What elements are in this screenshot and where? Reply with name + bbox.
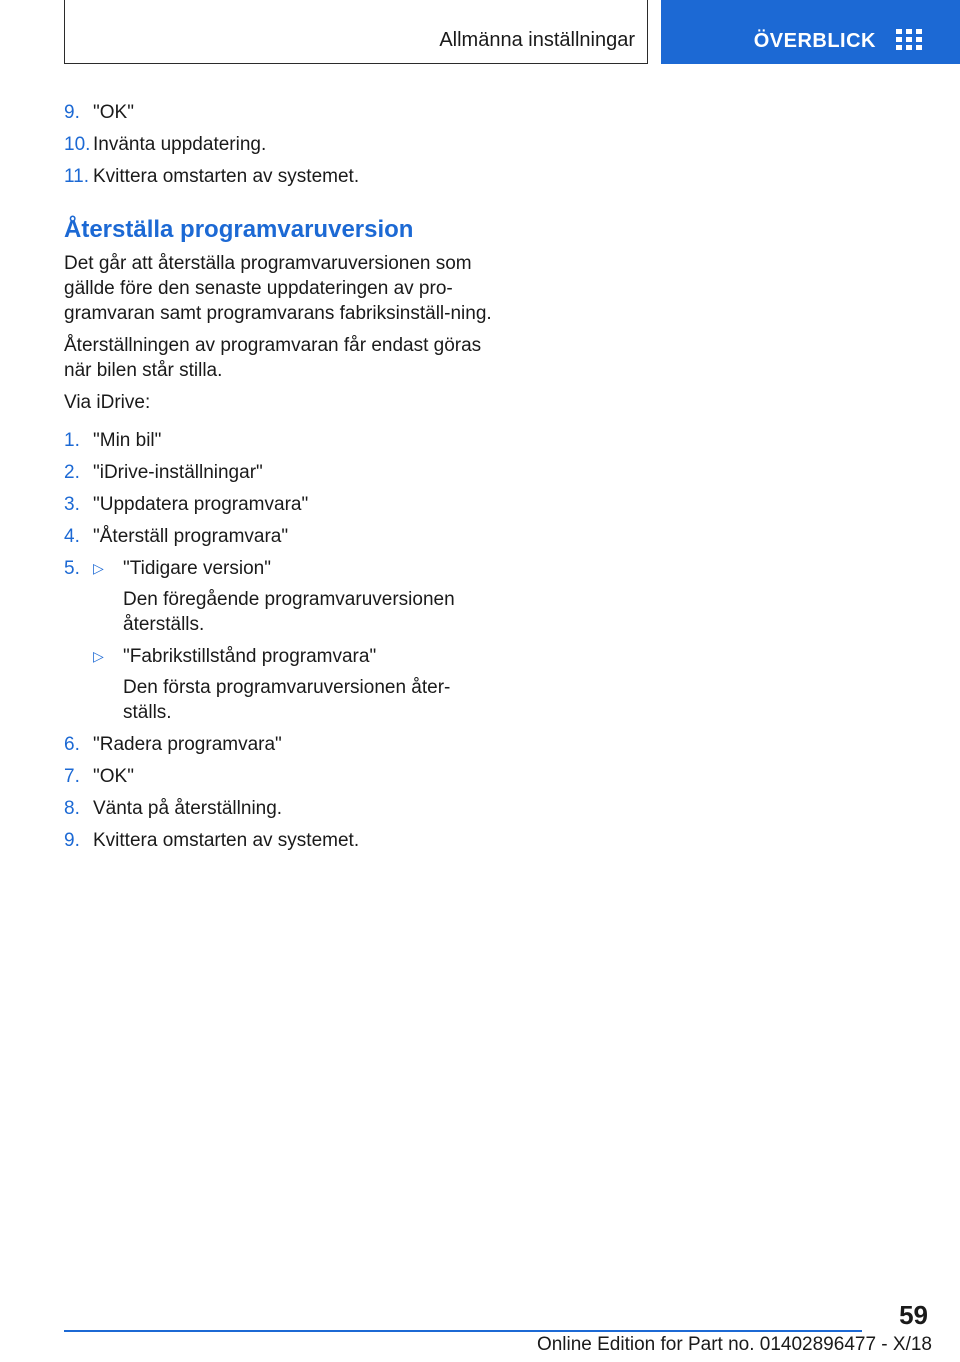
triangle-bullet-icon: ▷ <box>93 560 104 576</box>
grid-icon[interactable] <box>896 29 922 51</box>
list-item <box>64 556 494 725</box>
list-item <box>64 764 494 789</box>
step-text: "OK" <box>93 102 134 123</box>
step-number: 11. <box>64 166 90 187</box>
page-number: 59 <box>899 1300 928 1330</box>
step-text: "Radera programvara" <box>93 734 282 755</box>
step-text: "Återställ programvara" <box>93 526 289 547</box>
list-item <box>64 732 494 757</box>
option-description: Den föregående programvaruversionen återställs. <box>123 589 455 635</box>
list-item <box>64 164 494 189</box>
section-header <box>64 0 648 64</box>
step-number: 7. <box>64 766 80 787</box>
step-text: Kvittera omstarten av systemet. <box>93 830 360 851</box>
list-item <box>64 492 494 517</box>
footer-divider <box>64 1330 862 1332</box>
list-item <box>64 796 494 821</box>
section-title[interactable]: Allmänna inställningar <box>439 29 635 51</box>
step-number: 8. <box>64 798 80 819</box>
step-number: 5. <box>64 558 80 579</box>
list-item <box>64 428 494 453</box>
via-idrive-label: Via iDrive: <box>64 392 151 413</box>
option-label: "Fabrikstillstånd programvara" <box>123 646 377 667</box>
previous-steps-list <box>64 100 494 189</box>
step-text: "Min bil" <box>93 430 162 451</box>
list-item <box>64 828 494 853</box>
step-number: 6. <box>64 734 80 755</box>
step-number: 2. <box>64 462 80 483</box>
step-number: 3. <box>64 494 80 515</box>
step-number: 10. <box>64 134 91 155</box>
step-number: 9. <box>64 102 80 123</box>
list-item <box>64 100 494 125</box>
step-text: "iDrive-inställningar" <box>93 462 263 483</box>
page-content <box>64 100 494 860</box>
list-item <box>64 524 494 549</box>
step-number: 9. <box>64 830 80 851</box>
step-options <box>93 556 494 725</box>
step-text: "OK" <box>93 766 134 787</box>
overview-label[interactable]: ÖVERBLICK <box>753 30 876 52</box>
section-heading: Återställa programvaruversion <box>64 216 414 243</box>
intro-paragraph: Det går att återställa programvaruversionen som gällde före den senaste uppdateringen av pro-gramvaran samt programvarans fabriksinställ-ning. <box>64 253 492 324</box>
step-text: Vänta på återställning. <box>93 798 283 819</box>
option-item <box>93 644 494 669</box>
restore-steps-list <box>64 428 494 853</box>
option-label: "Tidigare version" <box>123 558 271 579</box>
step-text: "Uppdatera programvara" <box>93 494 309 515</box>
edition-footer: Online Edition for Part no. 01402896477 - X/18 <box>536 1334 932 1355</box>
step-text: Kvittera omstarten av systemet. <box>93 166 360 187</box>
triangle-bullet-icon: ▷ <box>93 648 104 664</box>
list-item <box>64 460 494 485</box>
option-description: Den första programvaruversionen åter-ställs. <box>123 677 451 723</box>
step-number: 4. <box>64 526 80 547</box>
option-item <box>93 556 494 581</box>
step-number: 1. <box>64 430 80 451</box>
step-text: Invänta uppdatering. <box>93 134 267 155</box>
overview-tab[interactable] <box>661 0 960 64</box>
restriction-paragraph: Återställningen av programvaran får endast göras när bilen står stilla. <box>64 335 482 381</box>
list-item <box>64 132 494 157</box>
